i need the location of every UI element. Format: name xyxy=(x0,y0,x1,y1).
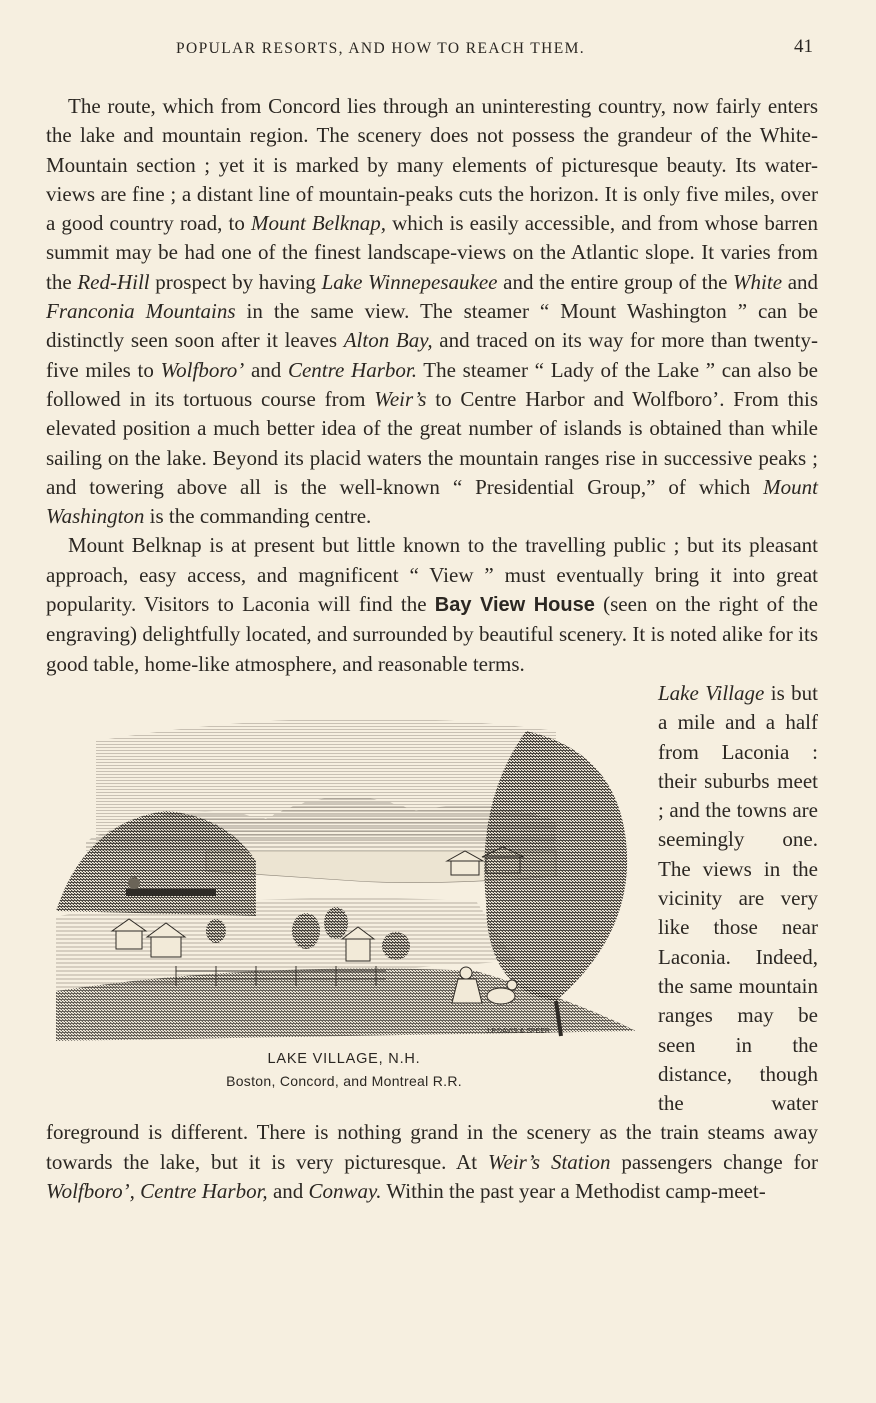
text-run: and xyxy=(267,1178,309,1203)
running-title: POPULAR RESORTS, AND HOW TO REACH THEM. xyxy=(176,40,586,57)
figure xyxy=(46,679,646,1104)
italic-place-name: Mount Washington xyxy=(46,474,818,529)
italic-place-name: Weir’s Station xyxy=(487,1149,611,1174)
text-run: prospect by having xyxy=(149,269,322,294)
text-run: and xyxy=(782,269,819,294)
italic-place-name: Franconia Mountains xyxy=(46,299,236,324)
paragraph-2 xyxy=(46,531,818,678)
text-run: to Centre Harbor and Wolfboro’. From this elevated position a much better idea of the great number of islands is obtained than while sailing on the lake. Beyond its placid waters the mountain ranges rise in successive peaks ; and towering above all is the well-known “ Presidential Group,” of which xyxy=(46,386,818,499)
engraver-signature: J.P.DAVIS & SPEER xyxy=(486,1027,550,1035)
figure-caption-subtitle: Boston, Concord, and Montreal R.R. xyxy=(226,1072,462,1089)
text-run: (seen on the right of the engraving) delightfully located, and surrounded by beautiful scenery. It is noted alike for its good table, home-like atmosphere, and reasonable terms. xyxy=(46,592,818,676)
italic-place-name: Wolfboro’ xyxy=(160,357,245,382)
italic-place-name: Conway. xyxy=(308,1178,382,1203)
italic-place-name: Alton Bay, xyxy=(343,328,433,353)
text-run: Within the past year a Methodist camp-meet- xyxy=(381,1178,766,1203)
paragraph-1 xyxy=(46,92,818,531)
text-run: is the commanding centre. xyxy=(144,504,372,529)
lake-village-engraving xyxy=(56,701,636,1041)
text-run: which is easily accessible, and from whose barren summit may be had one of the finest landscape-views on the Atlantic slope. It varies from the xyxy=(46,211,818,294)
text-run: The steamer “ Lady of the Lake ” can also be followed in its tortuous course from xyxy=(46,357,819,411)
italic-place-name: Lake Winnepesaukee xyxy=(321,269,498,294)
text-run: The route, which from Concord lies through an uninteresting country, now fairly enters the lake and mountain region. The scenery does not possess the grandeur of the White-Mountain section ; yet it is marked by many elements of picturesque beauty. Its water-views are fine ; a distant line of mountain-peaks cuts the horizon. It is only five miles, over a good country road, to xyxy=(46,94,818,236)
page-header xyxy=(0,36,876,64)
italic-place-name: Red-Hill xyxy=(77,269,150,294)
figure-caption-title: LAKE VILLAGE, N.H. xyxy=(267,1050,421,1067)
italic-place-name: Wolfboro’, Centre Harbor, xyxy=(46,1178,268,1203)
text-run: Mount Belknap is at present but little known to the travelling public ; but its pleasant approach, easy access, and magnificent “ View ” must eventually bring it into great popularity. Visitors to Laconia will find the xyxy=(46,533,818,617)
text-run: and xyxy=(244,357,288,382)
body-text xyxy=(46,92,818,1206)
italic-place-name: Centre Harbor. xyxy=(287,357,417,382)
italic-place-name: White xyxy=(733,269,783,294)
italic-place-name: Weir’s xyxy=(374,386,427,411)
text-run: and the entire group of the xyxy=(497,269,734,294)
text-run: in the same view. The steamer “ Mount Washington ” can be distinctly seen soon after it leaves xyxy=(46,299,818,353)
hotel-name: Bay View House xyxy=(434,594,595,617)
figure-region xyxy=(46,679,818,1206)
text-run: is but a mile and a half from Laconia : their suburbs meet ; and the towns are seemingly one. The views in the vicinity are very like those near Laconia. Indeed, the same mountain ranges may be seen in the distance, though the water foreground is different. There is nothing grand in the scenery as the train steams away towards the lake, but it is very picturesque. At xyxy=(46,680,818,1174)
text-run: and traced on its way for more than twenty-five miles to xyxy=(46,328,818,382)
italic-place-name: Lake Village xyxy=(658,680,765,705)
italic-place-name: Mount Belknap, xyxy=(250,211,386,236)
page-number: 41 xyxy=(794,36,813,57)
text-run: passengers change for xyxy=(610,1149,818,1174)
